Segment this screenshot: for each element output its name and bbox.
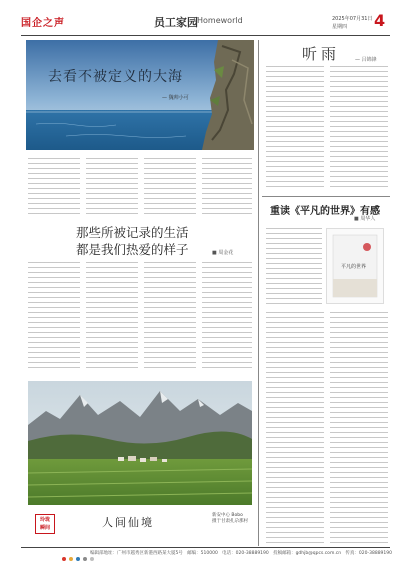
mid-article-body-col-3	[144, 262, 196, 372]
right-article-title: 听雨	[302, 45, 341, 63]
footer-fax: 传真：020-38889190	[345, 551, 393, 556]
mid-article-body-col-1	[28, 262, 80, 372]
section-title: 员工家园	[154, 16, 198, 29]
hero-body-col-3	[144, 158, 196, 218]
footer-email: 投稿邮箱：gdhjb@qpcs.com.cn	[273, 551, 342, 556]
footer-rule	[21, 547, 390, 548]
issue-date: 2025年07月31日	[332, 16, 373, 22]
photo-caption-title: 人间仙境	[102, 516, 154, 529]
hero-article-byline: — 魏帅小可	[162, 95, 189, 101]
book-cover-title: 平凡的世界	[341, 264, 367, 270]
issue-weekday: 星期四	[332, 24, 348, 30]
photo-credit	[212, 513, 254, 525]
color-dots	[62, 557, 94, 561]
footer-postcode: 邮编：510000	[187, 551, 218, 556]
hero-body-col-1	[28, 158, 80, 218]
feature-stamp	[35, 514, 55, 534]
photo-credit-line-1: 新安中心 Bobo	[212, 513, 243, 518]
footer-phone: 电话：020-38889190	[222, 551, 269, 556]
mid-article-title-line-2: 都是我们热爱的样子	[76, 242, 189, 257]
stamp-line-2: 瞬间	[39, 525, 50, 531]
color-dot	[69, 557, 73, 561]
column-divider	[258, 40, 259, 546]
right-article-byline: — 吕锦锋	[355, 57, 377, 63]
section-divider	[262, 196, 390, 197]
footer-info	[90, 550, 392, 556]
book-article-body-top	[266, 228, 322, 308]
mid-article-title-line-1: 那些所被记录的生活	[76, 225, 189, 240]
mid-article-title	[76, 224, 189, 258]
mid-article-body-col-4	[202, 262, 252, 372]
book-article-byline: ■ 周华人	[354, 216, 376, 222]
book-cover-image	[326, 228, 384, 304]
section-title-english: Homeworld	[197, 16, 243, 25]
page-header	[0, 0, 410, 40]
mountain-village-illustration	[28, 381, 252, 505]
header-rule	[21, 35, 390, 36]
color-dot	[62, 557, 66, 561]
hero-sea-photo	[26, 40, 254, 150]
mountain-village-photo	[28, 381, 252, 505]
footer-address: 编辑部地址：广州市越秀区新港西路某大厦5号	[90, 551, 183, 556]
mid-article-body-col-2	[86, 262, 138, 372]
color-dot	[83, 557, 87, 561]
newspaper-logo: 国企之声	[21, 18, 65, 29]
hero-body-col-4	[202, 158, 252, 218]
sea-cliff-illustration	[26, 40, 254, 150]
hero-article-title: 去看不被定义的大海	[48, 69, 183, 85]
color-dot	[90, 557, 94, 561]
book-article-body-col-1	[266, 312, 324, 544]
book-article-body-col-2	[330, 312, 388, 544]
hero-body-col-2	[86, 158, 138, 218]
right-article-body-col-2	[330, 66, 388, 190]
mid-article-byline: ■ 周金花	[212, 250, 234, 256]
stamp-line-1: 玲珑	[39, 517, 50, 523]
color-dot	[76, 557, 80, 561]
page-number: 4	[374, 11, 386, 30]
book-article-title: 重读《平凡的世界》有感	[270, 206, 380, 217]
photo-credit-line-2: 摄于甘肃扎尕那村	[212, 519, 248, 524]
right-article-body-col-1	[266, 66, 324, 190]
